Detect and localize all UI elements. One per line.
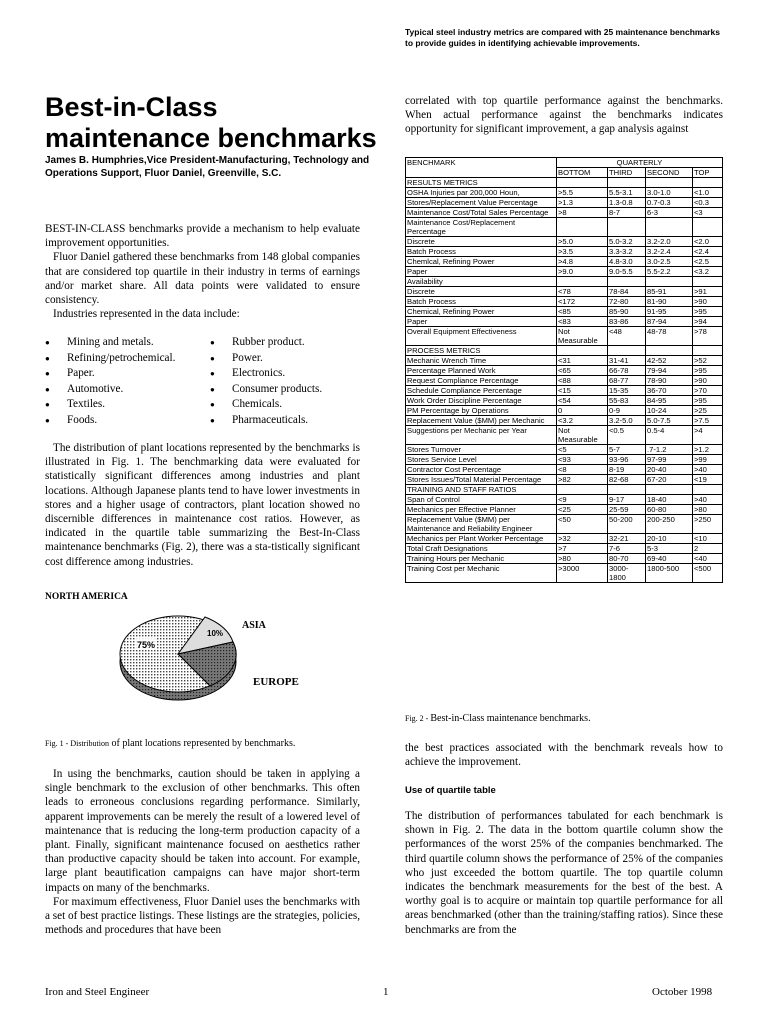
list-item: ● Mining and metals. (45, 335, 175, 351)
cell-label: Percentage Planned Work (406, 366, 557, 376)
header-second: SECOND (646, 168, 693, 178)
table-row (406, 376, 723, 386)
cell-second: 20-40 (646, 465, 693, 475)
table-row (406, 257, 723, 267)
cell-top: >94 (693, 317, 723, 327)
cell-bottom: <85 (557, 307, 608, 317)
cell-third: 4.8-3.0 (608, 257, 646, 267)
right-paragraph-1: correlated with top quartile performance against the benchmarks. When actual performance against the benchmarks indicates opportunity for significant improvement, a gap analysis against (405, 95, 723, 136)
right-paragraph-3: The distribution of performances tabulated for each benchmark is shown in Fig. 2. The data in the bottom quartile column show the performances of the worst 25% of the companies benchmarked. The third quartile column shows the performance of 25% of the companies who just exceeded the bottom quartile. The top quartile column indicates the benchmark measurements for the best of the best. A worthy goal is to acquire or maintain top quartile performance for all areas benchmarked (other than the training/staffing ratios). Since these benchmarks are from the (405, 810, 723, 936)
cell-third: <0.5 (608, 426, 646, 445)
cell-third: 68-77 (608, 376, 646, 386)
byline: James B. Humphries,Vice President-Manufacturing, Technology and Operations Support, Fluor Daniel, Greenville, S.C. (45, 155, 370, 179)
table-row (406, 247, 723, 257)
cell-top: >4 (693, 426, 723, 445)
caution-text (45, 767, 360, 937)
table-row (406, 188, 723, 198)
cell-label: Chemlcal, Refining Power (406, 257, 557, 267)
empty-cell (608, 178, 646, 188)
empty-cell (693, 346, 723, 356)
empty-cell (608, 485, 646, 495)
title-line-1: Best-in-Class (45, 92, 218, 122)
cell-bottom: >7 (557, 544, 608, 554)
table-row (406, 396, 723, 406)
cell-third: 8-7 (608, 208, 646, 218)
cell-label: Replacement Value ($MM) per Maintenance and Reliability Engineer (406, 515, 557, 534)
table-row (406, 426, 723, 445)
cell-top: <2.4 (693, 247, 723, 257)
cell-top: >7.5 (693, 416, 723, 426)
list-item: ● Refining/petrochemical. (45, 351, 175, 367)
cell-label: Discrete (406, 287, 557, 297)
list-item: ● Electronics. (210, 366, 322, 382)
cell-label: Training Cost per Mechanic (406, 564, 557, 583)
cell-second (646, 218, 693, 237)
cell-bottom: >82 (557, 475, 608, 485)
table-row (406, 277, 723, 287)
cell-label: Paper (406, 267, 557, 277)
cell-top: <500 (693, 564, 723, 583)
cell-second: 87-94 (646, 317, 693, 327)
label-asia: ASIA (242, 620, 266, 631)
cell-top (693, 218, 723, 237)
cell-label: Stores Issues/Total Material Percentage (406, 475, 557, 485)
cell-bottom: Not Measurable (557, 327, 608, 346)
intro-paragraph-2: Fluor Daniel gathered these benchmarks from 148 global companies that are considered top quartile in their industry in terms of earnings and/or market share. All data points were validated to ensure consistency. (45, 251, 360, 307)
cell-label: Schedule Compliance Percentage (406, 386, 557, 396)
table-row (406, 267, 723, 277)
cell-top: >95 (693, 366, 723, 376)
cell-top: >95 (693, 396, 723, 406)
cell-bottom: >5.0 (557, 237, 608, 247)
cell-third: 66-78 (608, 366, 646, 376)
cell-third: 5.0-3.2 (608, 237, 646, 247)
cell-top: >99 (693, 455, 723, 465)
table-row (406, 505, 723, 515)
list-item: ● Consumer products. (210, 382, 322, 398)
table-row (406, 475, 723, 485)
figure-2-caption (405, 713, 725, 724)
cell-third: <48 (608, 327, 646, 346)
cell-bottom: >3000 (557, 564, 608, 583)
table-row (406, 366, 723, 376)
header-note: Typical steel industry metrics are compared with 25 maintenance benchmarks to provide guides in identifying achievable improvements. (405, 27, 720, 48)
cell-label: Mechanics per Effective Planner (406, 505, 557, 515)
label-north-america: NORTH AMERICA (45, 592, 128, 602)
cell-bottom: <3.2 (557, 416, 608, 426)
header-top: TOP (693, 168, 723, 178)
cell-second: 3.2-2.0 (646, 237, 693, 247)
table-row (406, 327, 723, 346)
table-section-row (406, 485, 723, 495)
empty-cell (557, 178, 608, 188)
cell-bottom: 0 (557, 406, 608, 416)
cell-second: 18-40 (646, 495, 693, 505)
cell-third: 3.2-5.0 (608, 416, 646, 426)
empty-cell (693, 485, 723, 495)
cell-bottom: >9.0 (557, 267, 608, 277)
cell-bottom: <54 (557, 396, 608, 406)
cell-second: 5.5-2.2 (646, 267, 693, 277)
cell-second: 36-70 (646, 386, 693, 396)
empty-cell (646, 346, 693, 356)
cell-third: 3.3-3.2 (608, 247, 646, 257)
pct-north-america: 75% (137, 640, 156, 650)
cell-top: <0.3 (693, 198, 723, 208)
empty-cell (646, 485, 693, 495)
cell-bottom: <5 (557, 445, 608, 455)
cell-second: 79-94 (646, 366, 693, 376)
article-title (45, 92, 385, 154)
footer-publication: Iron and Steel Engineer (45, 986, 150, 998)
cell-bottom: <172 (557, 297, 608, 307)
cell-bottom: >5.5 (557, 188, 608, 198)
empty-cell (693, 178, 723, 188)
table-section-row (406, 346, 723, 356)
cell-label: Chemical, Refining Power (406, 307, 557, 317)
section-label: TRAINING AND STAFF RATIOS (406, 485, 557, 495)
list-item: ● Paper. (45, 366, 175, 382)
cell-label: Training Hours per Mechanic (406, 554, 557, 564)
cell-label: Span of Control (406, 495, 557, 505)
cell-second: 91-95 (646, 307, 693, 317)
cell-third: 15-35 (608, 386, 646, 396)
cell-label: Discrete (406, 237, 557, 247)
cell-top: <10 (693, 534, 723, 544)
industries-list-right (210, 335, 322, 428)
cell-top: >78 (693, 327, 723, 346)
cell-third: 55-83 (608, 396, 646, 406)
cell-third: 32-21 (608, 534, 646, 544)
cell-label: Request Compliance Percentage (406, 376, 557, 386)
table-section-row (406, 178, 723, 188)
cell-third: 85-90 (608, 307, 646, 317)
list-item: ● Automotive. (45, 382, 175, 398)
pct-asia: 10% (207, 629, 224, 638)
cell-second: 42-52 (646, 356, 693, 366)
intro-paragraph-1: BEST-IN-CLASS benchmarks provide a mechanism to help evaluate improvement opportunities. (45, 223, 360, 250)
empty-cell (557, 485, 608, 495)
cell-bottom: >80 (557, 554, 608, 564)
cell-top: 2 (693, 544, 723, 554)
cell-second: 3.0-2.5 (646, 257, 693, 267)
cell-top: >1.2 (693, 445, 723, 455)
cell-third: 93-96 (608, 455, 646, 465)
right-column-text-1 (405, 94, 723, 137)
cell-top: >250 (693, 515, 723, 534)
list-item: ● Textiles. (45, 397, 175, 413)
footer-page-number: 1 (383, 986, 389, 998)
cell-label: Stores Turnover (406, 445, 557, 455)
distribution-text (45, 441, 360, 569)
cell-bottom: >4.8 (557, 257, 608, 267)
table-row (406, 307, 723, 317)
cell-second (646, 277, 693, 287)
cell-third: 78-84 (608, 287, 646, 297)
cell-label: Availability (406, 277, 557, 287)
table-row (406, 495, 723, 505)
list-item: ● Pharmaceuticals. (210, 413, 322, 429)
cell-label: Batch Process (406, 247, 557, 257)
cell-bottom: <78 (557, 287, 608, 297)
cell-label: Suggestions per Mechanic per Year (406, 426, 557, 445)
cell-second: 67-20 (646, 475, 693, 485)
benchmark-table (405, 157, 723, 583)
cell-top: <19 (693, 475, 723, 485)
cell-label: Work Order Discipline Percentage (406, 396, 557, 406)
table-row (406, 297, 723, 307)
pie-chart (115, 608, 245, 708)
table-row (406, 544, 723, 554)
empty-cell (557, 346, 608, 356)
cell-bottom: >1.3 (557, 198, 608, 208)
table-row (406, 416, 723, 426)
empty-cell (646, 178, 693, 188)
cell-second: 97-99 (646, 455, 693, 465)
cell-bottom: <8 (557, 465, 608, 475)
intro-text (45, 222, 360, 321)
table-row (406, 237, 723, 247)
cell-top (693, 277, 723, 287)
table-row (406, 218, 723, 237)
cell-third: 5.5-3.1 (608, 188, 646, 198)
cell-label: Contractor Cost Percentage (406, 465, 557, 475)
section-label: RESULTS METRICS (406, 178, 557, 188)
cell-bottom: <65 (557, 366, 608, 376)
cell-second: 48-78 (646, 327, 693, 346)
cell-third: 1.3-0.8 (608, 198, 646, 208)
table-row (406, 208, 723, 218)
cell-third: 0-9 (608, 406, 646, 416)
figure-1 (45, 590, 360, 735)
table-row (406, 406, 723, 416)
list-item: ● Power. (210, 351, 322, 367)
cell-third: 25-59 (608, 505, 646, 515)
cell-bottom: <88 (557, 376, 608, 386)
cell-third: 80-70 (608, 554, 646, 564)
fig2-caption-text: Best-in-Class maintenance benchmarks. (430, 713, 591, 724)
empty-cell (608, 346, 646, 356)
cell-third: 9.0-5.5 (608, 267, 646, 277)
cell-top: <2.0 (693, 237, 723, 247)
table-row (406, 455, 723, 465)
cell-second: 60-80 (646, 505, 693, 515)
cell-top: >70 (693, 386, 723, 396)
cell-third: 50-200 (608, 515, 646, 534)
table-row (406, 317, 723, 327)
cell-label: Maintenance Cost/Total Sales Percentage (406, 208, 557, 218)
cell-top: <3 (693, 208, 723, 218)
cell-bottom: Not Measurable (557, 426, 608, 445)
cell-second: 10-24 (646, 406, 693, 416)
cell-second: 69-40 (646, 554, 693, 564)
cell-top: >40 (693, 495, 723, 505)
cell-second: 84-95 (646, 396, 693, 406)
industries-list-left (45, 335, 175, 428)
cell-top: <1.0 (693, 188, 723, 198)
cell-bottom: <9 (557, 495, 608, 505)
table-row (406, 554, 723, 564)
table-row (406, 515, 723, 534)
header-quarterly: QUARTERLY (557, 158, 723, 168)
cell-label: Paper (406, 317, 557, 327)
cell-top: >40 (693, 465, 723, 475)
cell-bottom: <25 (557, 505, 608, 515)
cell-top: <40 (693, 554, 723, 564)
list-item: ● Foods. (45, 413, 175, 429)
cell-top: >90 (693, 376, 723, 386)
distribution-paragraph: The distribution of plant locations represented by the benchmarks is illustrated in Fig. 1. The benchmarking data were evaluated for statistically significant differences among industries and plant locations. Although Japanese plants tend to have lower investments in stores and a higher usage of contractors, plant location showed no discernible differences in maintenance cost ratios. However, as indicated in the quartile table summarizing the Best-In-Class maintenance benchmarks (Fig. 2), there was a sta-tistically significant cost difference among industries. (45, 442, 360, 568)
table-row (406, 445, 723, 455)
cell-second: 1800-500 (646, 564, 693, 583)
cell-label: Stores/Replacement Value Percentage (406, 198, 557, 208)
caution-paragraph-2: For maximum effectiveness, Fluor Daniel uses the benchmarks with a set of best practice listings. These listings are the strategies, policies, methods and procedures that have been (45, 895, 360, 937)
section-subhead: Use of quartile table (405, 785, 496, 796)
cell-second: 81-90 (646, 297, 693, 307)
table-row (406, 386, 723, 396)
cell-second: .7-1.2 (646, 445, 693, 455)
cell-top: >91 (693, 287, 723, 297)
cell-label: Replacement Value ($MM) per Mechanic (406, 416, 557, 426)
cell-bottom: >3.5 (557, 247, 608, 257)
cell-bottom: <31 (557, 356, 608, 366)
cell-third: 9-17 (608, 495, 646, 505)
right-column-text-2 (405, 741, 723, 769)
cell-top: >80 (693, 505, 723, 515)
cell-second: 0.5-4 (646, 426, 693, 445)
cell-label: Maintenance Cost/Replacement Percentage (406, 218, 557, 237)
cell-top: >52 (693, 356, 723, 366)
table-row (406, 287, 723, 297)
cell-label: Overall Equipment Effectiveness (406, 327, 557, 346)
list-item: ● Rubber product. (210, 335, 322, 351)
fig1-caption-prefix: Fig. 1 - Distribution (45, 739, 110, 748)
fig2-caption-prefix: Fig. 2 - (405, 714, 431, 723)
cell-bottom (557, 218, 608, 237)
cell-third: 7-6 (608, 544, 646, 554)
cell-label: Stores Service Level (406, 455, 557, 465)
cell-third (608, 218, 646, 237)
table-row (406, 465, 723, 475)
cell-third: 83-86 (608, 317, 646, 327)
cell-label: Mechanic Wrench Time (406, 356, 557, 366)
cell-bottom: <15 (557, 386, 608, 396)
table-row (406, 356, 723, 366)
header-bottom: BOTTOM (557, 168, 608, 178)
table-header-row (406, 158, 723, 168)
cell-bottom (557, 277, 608, 287)
cell-second: 6-3 (646, 208, 693, 218)
cell-top: <2.5 (693, 257, 723, 267)
cell-third: 5-7 (608, 445, 646, 455)
cell-third: 82-68 (608, 475, 646, 485)
footer-date: October 1998 (652, 986, 713, 998)
table-row (406, 534, 723, 544)
cell-third (608, 277, 646, 287)
cell-second: 0.7-0.3 (646, 198, 693, 208)
cell-label: PM Percentage by Operations (406, 406, 557, 416)
list-item: ● Chemicals. (210, 397, 322, 413)
fig1-caption-text: of plant locations represented by benchmarks. (109, 738, 296, 749)
header-benchmark: BENCHMARK (406, 158, 557, 178)
cell-second: 5-3 (646, 544, 693, 554)
cell-second: 3.2-2.4 (646, 247, 693, 257)
cell-second: 200-250 (646, 515, 693, 534)
figure-1-caption (45, 737, 365, 750)
cell-second: 85-91 (646, 287, 693, 297)
header-third: THIRD (608, 168, 646, 178)
cell-label: Total Craft Designations (406, 544, 557, 554)
cell-top: >25 (693, 406, 723, 416)
table-row (406, 564, 723, 583)
cell-bottom: <83 (557, 317, 608, 327)
right-paragraph-2: the best practices associated with the benchmark reveals how to achieve the improvement. (405, 742, 723, 769)
cell-third: 8-19 (608, 465, 646, 475)
section-label: PROCESS METRICS (406, 346, 557, 356)
cell-bottom: >32 (557, 534, 608, 544)
cell-second: 20-10 (646, 534, 693, 544)
table-row (406, 198, 723, 208)
right-column-text-3 (405, 809, 723, 937)
cell-third: 72-80 (608, 297, 646, 307)
cell-third: 3000-1800 (608, 564, 646, 583)
cell-bottom: <93 (557, 455, 608, 465)
cell-top: >90 (693, 297, 723, 307)
cell-second: 78-90 (646, 376, 693, 386)
cell-third: 31-41 (608, 356, 646, 366)
cell-top: <3.2 (693, 267, 723, 277)
intro-paragraph-3: Industries represented in the data include: (53, 308, 240, 321)
cell-label: Mechanics per Plant Worker Percentage (406, 534, 557, 544)
label-europe: EUROPE (253, 676, 299, 688)
cell-label: OSHA Injuries par 200,000 Houn, (406, 188, 557, 198)
cell-bottom: <50 (557, 515, 608, 534)
caution-paragraph-1: In using the benchmarks, caution should be taken in applying a single benchmark to the exclusion of other benchmarks. This often leads to erroneous conclusions regarding performance. Similarly, apparent improvements can be merely the result of a lowered level of maintenance that is reducing the long-term production capacity of a plant. Finally, significant maintenance focused on aesthetics rather than productive capacity should be taken into account. For example, large plant beautification campaigns can have major short-term impacts on many of the benchmarks. (45, 768, 360, 894)
cell-top: >95 (693, 307, 723, 317)
cell-second: 3.0-1.0 (646, 188, 693, 198)
cell-label: Batch Process (406, 297, 557, 307)
cell-bottom: >8 (557, 208, 608, 218)
cell-second: 5.0-7.5 (646, 416, 693, 426)
title-line-2: maintenance benchmarks (45, 123, 377, 153)
